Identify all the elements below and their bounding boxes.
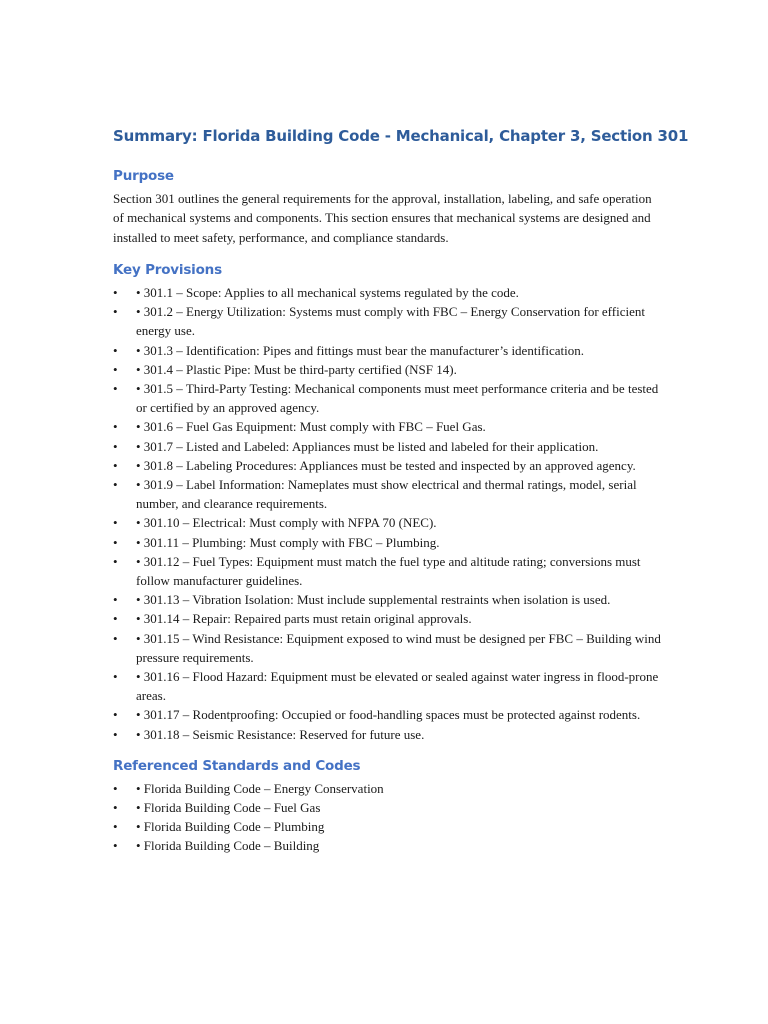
list-item-text: • 301.8 – Labeling Procedures: Appliances must be tested and inspected by an approved agency. [136,457,636,473]
list-item [113,836,663,855]
key-provisions-section [113,261,663,744]
list-item-text: • 301.15 – Wind Resistance: Equipment exposed to wind must be designed per FBC – Building wind pressure requirements. [136,630,661,665]
bullet-icon: • [113,476,118,492]
list-item [113,779,663,798]
bullet-icon: • [113,534,118,550]
purpose-text: Section 301 outlines the general requirements for the approval, installation, labeling, and safe operation of mechanical systems and components. This section ensures that mechanical systems are designed and installed to meet safety, performance, and compliance standards. [113,191,652,245]
list-item-text: • Florida Building Code – Energy Conservation [136,780,384,796]
key-provisions-heading: Key Provisions [113,261,222,278]
bullet-icon: • [113,668,118,684]
list-item-text: • 301.1 – Scope: Applies to all mechanical systems regulated by the code. [136,284,519,300]
bullet-icon: • [113,419,118,435]
list-item-text: • 301.13 – Vibration Isolation: Must include supplemental restraints when isolation is used. [136,592,611,608]
bullet-icon: • [113,726,118,742]
referenced-standards-heading: Referenced Standards and Codes [113,757,361,774]
list-item-text: • 301.4 – Plastic Pipe: Must be third-party certified (NSF 14). [136,361,457,377]
list-item-text: • 301.6 – Fuel Gas Equipment: Must comply with FBC – Fuel Gas. [136,419,486,435]
list-item-text: • Florida Building Code – Building [136,838,320,854]
bullet-icon: • [113,284,118,300]
list-item [113,629,663,667]
list-item [113,552,663,590]
purpose-heading: Purpose [113,168,174,184]
list-item [113,283,663,302]
list-item-text: • 301.11 – Plumbing: Must comply with FBC – Plumbing. [136,534,440,550]
list-item [113,475,663,513]
list-item [113,379,663,417]
bullet-icon: • [113,819,118,835]
list-item [113,667,663,705]
list-item-text: • 301.18 – Seismic Resistance: Reserved for future use. [136,726,425,742]
list-item-text: • 301.12 – Fuel Types: Equipment must match the fuel type and altitude rating; conversions must follow manufacturer guidelines. [136,553,641,588]
list-item-text: • Florida Building Code – Plumbing [136,819,325,835]
list-item [113,725,663,744]
referenced-standards-section [113,757,663,856]
list-item-text: • 301.14 – Repair: Repaired parts must retain original approvals. [136,611,472,627]
list-item-text: • 301.2 – Energy Utilization: Systems must comply with FBC – Energy Conservation for efficient energy use. [136,304,645,339]
bullet-icon: • [113,361,118,377]
list-item [113,302,663,340]
list-item-text: • 301.3 – Identification: Pipes and fittings must bear the manufacturer’s identification. [136,342,585,358]
document-page [113,124,689,856]
bullet-icon: • [113,611,118,627]
bullet-icon: • [113,553,118,569]
bullet-icon: • [113,780,118,796]
list-item [113,533,663,552]
bullet-icon: • [113,630,118,646]
list-item [113,609,663,628]
bullet-icon: • [113,799,118,815]
bullet-icon: • [113,438,118,454]
bullet-icon: • [113,515,118,531]
referenced-standards-list [113,779,663,856]
document-title: Summary: Florida Building Code - Mechanical, Chapter 3, Section 301 [113,127,689,145]
bullet-icon: • [113,707,118,723]
list-item-text: • 301.16 – Flood Hazard: Equipment must be elevated or sealed against water ingress in flood-prone areas. [136,668,659,704]
key-provisions-list [113,283,663,744]
bullet-icon: • [113,457,118,473]
list-item-text: • 301.17 – Rodentproofing: Occupied or food-handling spaces must be protected against rodents. [136,707,641,723]
bullet-icon: • [113,380,118,396]
bullet-icon: • [113,342,118,358]
list-item-text: • 301.9 – Label Information: Nameplates must show electrical and thermal ratings, model, serial number, and clearance requirements. [136,476,637,512]
list-item [113,817,663,836]
list-item [113,705,663,724]
list-item-text: • 301.5 – Third-Party Testing: Mechanical components must meet performance criteria and be tested or certified by an approved agency. [136,380,659,416]
list-item [113,590,663,609]
list-item [113,437,663,456]
list-item [113,456,663,475]
list-item [113,513,663,532]
list-item-text: • 301.7 – Listed and Labeled: Appliances must be listed and labeled for their application. [136,438,599,454]
list-item-text: • 301.10 – Electrical: Must comply with NFPA 70 (NEC). [136,515,437,531]
list-item [113,417,663,436]
list-item [113,360,663,379]
bullet-icon: • [113,304,118,320]
list-item-text: • Florida Building Code – Fuel Gas [136,799,321,815]
list-item [113,798,663,817]
bullet-icon: • [113,592,118,608]
purpose-section [113,167,663,247]
list-item [113,341,663,360]
bullet-icon: • [113,838,118,854]
